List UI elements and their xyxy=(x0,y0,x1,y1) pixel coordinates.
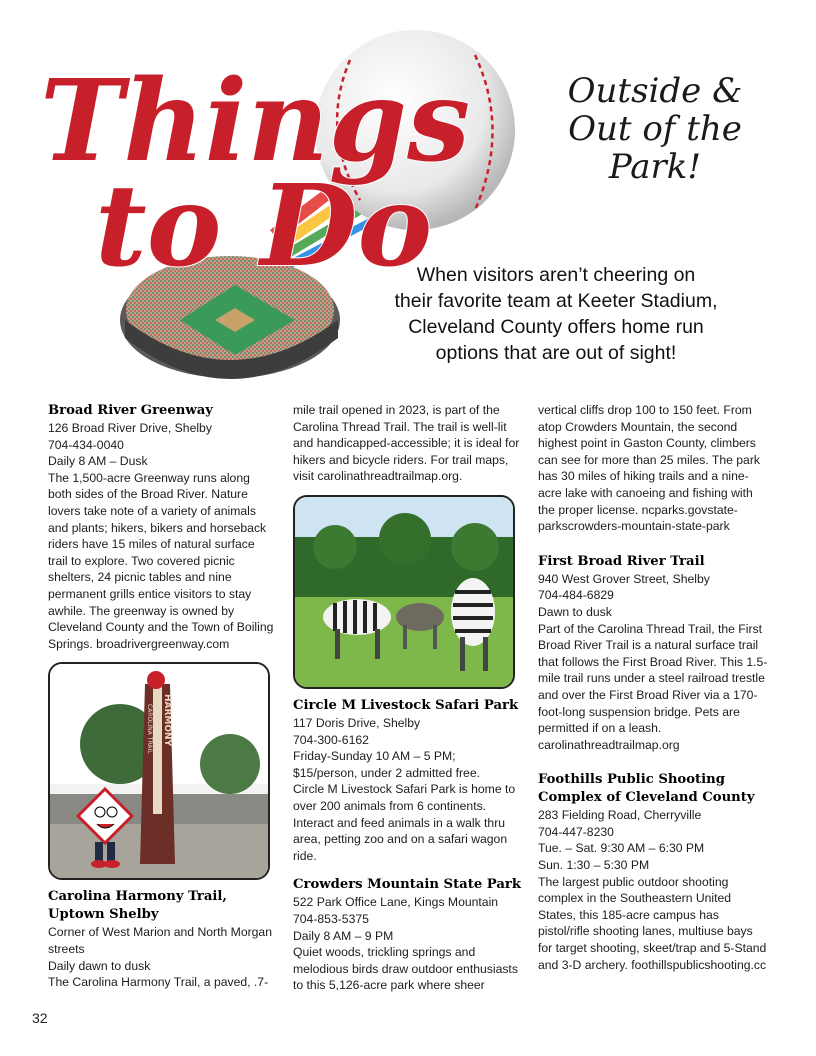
entry-hours: Daily 8 AM – Dusk xyxy=(48,454,148,469)
subtitle xyxy=(540,72,770,186)
entry-description: Circle M Livestock Safari Park is home to over 200 animals from 6 continents. Interact and feed animals in a walk thru area, petting zoo and on a safari wagon ride. xyxy=(293,782,516,863)
entry-foothills-shooting-complex xyxy=(538,771,770,973)
column-2 xyxy=(293,402,525,994)
entry-phone: 704-853-5375 xyxy=(293,911,369,926)
entry-title xyxy=(538,771,770,807)
page-number: 32 xyxy=(32,1010,48,1026)
entry-address: 283 Fielding Road, Cherryville xyxy=(538,808,702,823)
entry-hours: Friday-Sunday 10 AM – 5 PM; xyxy=(293,749,456,764)
harmony-sign-text xyxy=(162,694,172,747)
entry-description: Quiet woods, trickling springs and melodious birds draw outdoor enthusiasts to this 5,126-acre park where sheer xyxy=(293,945,518,993)
entry-description: Part of the Carolina Thread Trail, the First Broad River Trail is a natural surface trail that follows the First Broad River. This 1.5-mile trail runs under a steel railroad trestle and over the First Broad River via a 170-foot-long suspension bridge. Pets are permitted if on a leash. carolinathreadtrailmap.org xyxy=(538,621,768,752)
entry-phone: 704-300-6162 xyxy=(293,732,369,747)
entry-circle-m-safari-park xyxy=(293,697,525,864)
intro-text xyxy=(370,262,742,366)
intro-line: When visitors aren’t cheering on xyxy=(416,264,696,286)
subtitle-line: Outside & xyxy=(567,71,743,111)
entry-meta xyxy=(293,894,525,944)
entry-address: Corner of West Marion and North Morgan streets xyxy=(48,925,272,956)
svg-text:Things: Things xyxy=(40,56,471,187)
column-1 xyxy=(48,402,274,991)
entry-first-broad-river-trail xyxy=(538,553,770,754)
entry-address: 117 Doris Drive, Shelby xyxy=(293,715,421,730)
entry-meta xyxy=(538,571,770,621)
harmony-sign-sub xyxy=(146,704,153,754)
entry-phone: 704-447-8230 xyxy=(538,824,614,839)
entry-description: The 1,500-acre Greenway runs along both sides of the Broad River. Nature lovers take note of a variety of animals and plants; hikers, bikers and horseback riders have 15 miles of natural surface trail to explore. Two covered picnic shelters, 24 picnic tables and nine permanent grills entice visitors to stay awhile. The greenway is owned by Cleveland County and the Town of Boiling Springs. broadrivergreenway.com xyxy=(48,470,274,651)
entry-title-line: Uptown Shelby xyxy=(48,907,159,923)
intro-line: their favorite team at Keeter Stadium, xyxy=(394,290,718,312)
entry-hours: Tue. – Sat. 9:30 AM – 6:30 PM xyxy=(538,841,705,856)
entry-address: 126 Broad River Drive, Shelby xyxy=(48,421,212,435)
entry-title-line: Carolina Harmony Trail, xyxy=(48,889,228,905)
sign-harmony: HARMONY xyxy=(162,694,172,747)
column-3 xyxy=(538,402,770,973)
svg-text:to Do: to Do xyxy=(95,161,433,292)
title-text xyxy=(40,56,470,292)
entry-phone: 704-434-0040 xyxy=(48,437,124,452)
sign-carolina: CAROLINA xyxy=(146,704,153,736)
intro-line: Cleveland County offers home run xyxy=(408,316,704,338)
entry-title xyxy=(48,888,274,924)
entry-description: The Carolina Harmony Trail, a paved, .7- xyxy=(48,975,269,990)
entry-carolina-harmony-trail xyxy=(48,888,274,990)
entry-price: $15/person, under 2 admitted free. xyxy=(293,765,480,780)
subtitle-line: Out of the xyxy=(568,109,742,149)
subtitle-line: Park! xyxy=(608,147,702,187)
entry-broad-river-greenway xyxy=(48,402,274,652)
entry-address: 522 Park Office Lane, Kings Mountain xyxy=(293,895,499,910)
harmony-trail-photo xyxy=(48,662,270,880)
entry-meta xyxy=(48,420,274,470)
entry-hours: Daily dawn to dusk xyxy=(48,958,151,973)
safari-park-photo xyxy=(293,495,515,689)
entry-hours: Daily 8 AM – 9 PM xyxy=(293,928,394,943)
entry-meta xyxy=(48,924,274,974)
entry-meta xyxy=(538,807,770,873)
entry-hours-sunday: Sun. 1:30 – 5:30 PM xyxy=(538,858,650,873)
cardinal-icon xyxy=(147,671,165,689)
entry-meta xyxy=(293,715,525,781)
continued-text: mile trail opened in 2023, is part of the Carolina Thread Trail. The trail is well-lit and handicapped-accessible; it is ideal for hikers and bicycle riders. For trail maps, visit carolinathreadtrailmap.org. xyxy=(293,403,520,484)
sign-trail: TRAIL xyxy=(146,737,153,754)
entry-title: Broad River Greenway xyxy=(48,403,213,418)
intro-line: options that are out of sight! xyxy=(435,342,677,364)
entry-title-line: Complex of Cleveland County xyxy=(538,790,755,806)
entry-title-line: Foothills Public Shooting xyxy=(538,772,725,788)
entry-crowders-mountain xyxy=(293,876,525,994)
continued-text: vertical cliffs drop 100 to 150 feet. From atop Crowders Mountain, the second highest point in Gaston County, climbers can see for more than 25 miles. The park has 30 miles of hiking trails and a nine-acre lake with canoeing and fishing with the proper license. ncparks.govstate-parkscrowders-mountain-state-park xyxy=(538,403,760,534)
entry-title: Crowders Mountain State Park xyxy=(293,877,521,893)
entry-phone: 704-484-6829 xyxy=(538,588,614,603)
hero-banner xyxy=(0,0,816,400)
entry-hours: Dawn to dusk xyxy=(538,604,612,619)
harmony-trail-image xyxy=(50,664,268,878)
zebra-photo-image xyxy=(295,497,513,687)
entry-title: First Broad River Trail xyxy=(538,553,705,569)
entry-title: Circle M Livestock Safari Park xyxy=(293,697,519,713)
entry-address: 940 West Grover Street, Shelby xyxy=(538,571,710,586)
entry-description: The largest public outdoor shooting complex in the Southeastern United States, this 185-acre campus has pistol/rifle shooting lanes, multiuse bays for target shooting, skeet/trap and 5-Stand and 3-D archery. foothillspublicshooting.cc xyxy=(538,874,767,972)
